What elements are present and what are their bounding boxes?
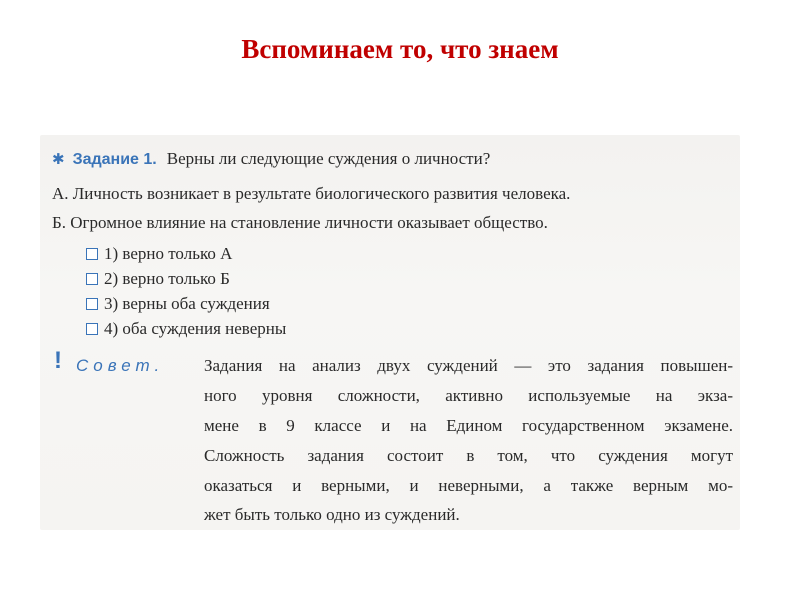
answer-option-label: 4) оба суждения неверны [104, 319, 287, 338]
advice-text-line: ного уровня сложности, активно используемые на экза- [204, 386, 733, 405]
answer-option [86, 319, 286, 339]
statement-a: А. Личность возникает в результате биологического развития человека. [52, 184, 571, 203]
answer-option-label: 2) верно только Б [104, 269, 230, 288]
advice-text-line: Сложность задания состоит в том, что суждения могут [204, 446, 733, 465]
advice-text-line: оказаться и верными, и неверными, а также верным мо- [204, 476, 733, 495]
advice-text-line: Задания на анализ двух суждений — это задания повышен- [204, 356, 733, 375]
checkbox-icon [86, 298, 98, 310]
task-header [52, 149, 490, 169]
answer-option-label: 1) верно только А [104, 244, 233, 263]
answer-option-label: 3) верны оба суждения [104, 294, 270, 313]
task-question: Верны ли следующие суждения о личности? [166, 149, 491, 168]
slide-title: Вспоминаем то, что знаем [241, 34, 559, 64]
advice-text-line: жет быть только одно из суждений. [204, 505, 460, 524]
checkbox-icon [86, 323, 98, 335]
checkbox-icon [86, 273, 98, 285]
checkbox-icon [86, 248, 98, 260]
answer-option [86, 244, 232, 264]
task-label: Задание 1. [72, 151, 157, 168]
textbook-excerpt [40, 135, 740, 530]
asterisk-icon: ✱ [52, 150, 65, 168]
statement-b: Б. Огромное влияние на становление личности оказывает общество. [52, 213, 548, 232]
exclamation-icon: ! [54, 347, 62, 374]
advice-text-line: мене в 9 классе и на Едином государственном экзамене. [204, 416, 733, 435]
answer-option [86, 294, 270, 314]
answer-option [86, 269, 230, 289]
advice-label: Совет. [76, 356, 165, 375]
